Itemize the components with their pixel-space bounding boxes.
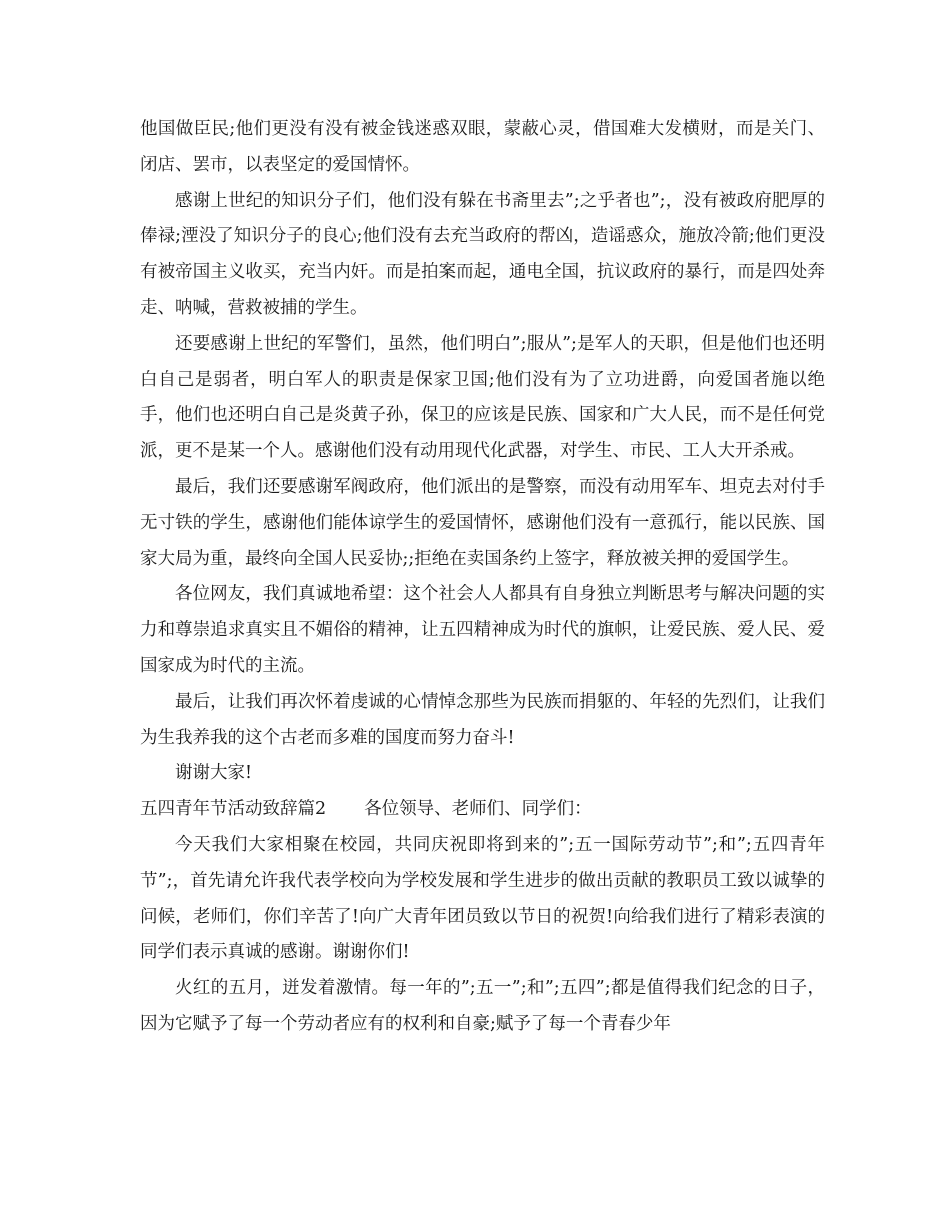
paragraph-4: 最后，我们还要感谢军阀政府，他们派出的是警察，而没有动用军车、坦克去对付手无寸铁的学生，感谢他们能体谅学生的爱国情怀，感谢他们没有一意孤行，能以民族、国家大局为重，最终向全国人民妥协;;拒绝在卖国条约上签字，释放被关押的爱国学生。: [140, 476, 825, 569]
paragraph-9: 火红的五月，迸发着激情。每一年的”;五一”;和”;五四”;都是值得我们纪念的日子，因为它赋予了每一个劳动者应有的权利和自豪;赋予了每一个青春少年: [140, 978, 825, 1034]
paragraph-2: 感谢上世纪的知识分子们，他们没有躲在书斋里去”;之乎者也”;，没有被政府肥厚的俸禄;湮没了知识分子的良心;他们没有去充当政府的帮凶，造谣惑众，施放冷箭;他们更没有被帝国主义收买，充当内奸。而是拍案而起，通电全国，抗议政府的暴行，而是四处奔走、呐喊，营救被捕的学生。: [140, 190, 825, 318]
paragraph-6: 最后，让我们再次怀着虔诚的心情悼念那些为民族而捐躯的、年轻的先烈们，让我们为生我养我的这个古老而多难的国度而努力奋斗!: [140, 691, 825, 748]
paragraph-1: 他国做臣民;他们更没有没有被金钱迷惑双眼，蒙蔽心灵，借国难大发横财，而是关门、闭店、罢市，以表坚定的爱国情怀。: [140, 119, 825, 175]
salutation: 各位领导、老师们、同学们：: [364, 799, 592, 820]
paragraph-7: 谢谢大家!: [175, 763, 253, 784]
document-body: [140, 112, 825, 1043]
paragraph-5: 各位网友，我们真诚地希望：这个社会人人都具有自身独立判断思考与解决问题的实力和尊崇追求真实且不媚俗的精神，让五四精神成为时代的旗帜，让爱民族、爱人民、爱国家成为时代的主流。: [140, 584, 825, 676]
paragraph-8: 今天我们大家相聚在校园，共同庆祝即将到来的”;五一国际劳动节”;和”;五四青年节”;，首先请允许我代表学校向为学校发展和学生进步的做出贡献的教职员工致以诚挚的问候，老师们，你们辛苦了!向广大青年团员致以节日的祝贺!向给我们进行了精彩表演的同学们表示真诚的感谢。谢谢你们!: [140, 834, 825, 963]
paragraph-3: 还要感谢上世纪的军警们，虽然，他们明白”;服从”;是军人的天职，但是他们也还明白自己是弱者，明白军人的职责是保家卫国;他们没有为了立功进爵，向爱国者施以绝手，他们也还明白自己是炎黄子孙，保卫的应该是民族、国家和广大人民，而不是任何党派，更不是某一个人。感谢他们没有动用现代化武器，对学生、市民、工人大开杀戒。: [140, 333, 825, 462]
section-heading: [140, 792, 825, 828]
section-title: 五四青年节活动致辞篇2: [140, 799, 327, 820]
